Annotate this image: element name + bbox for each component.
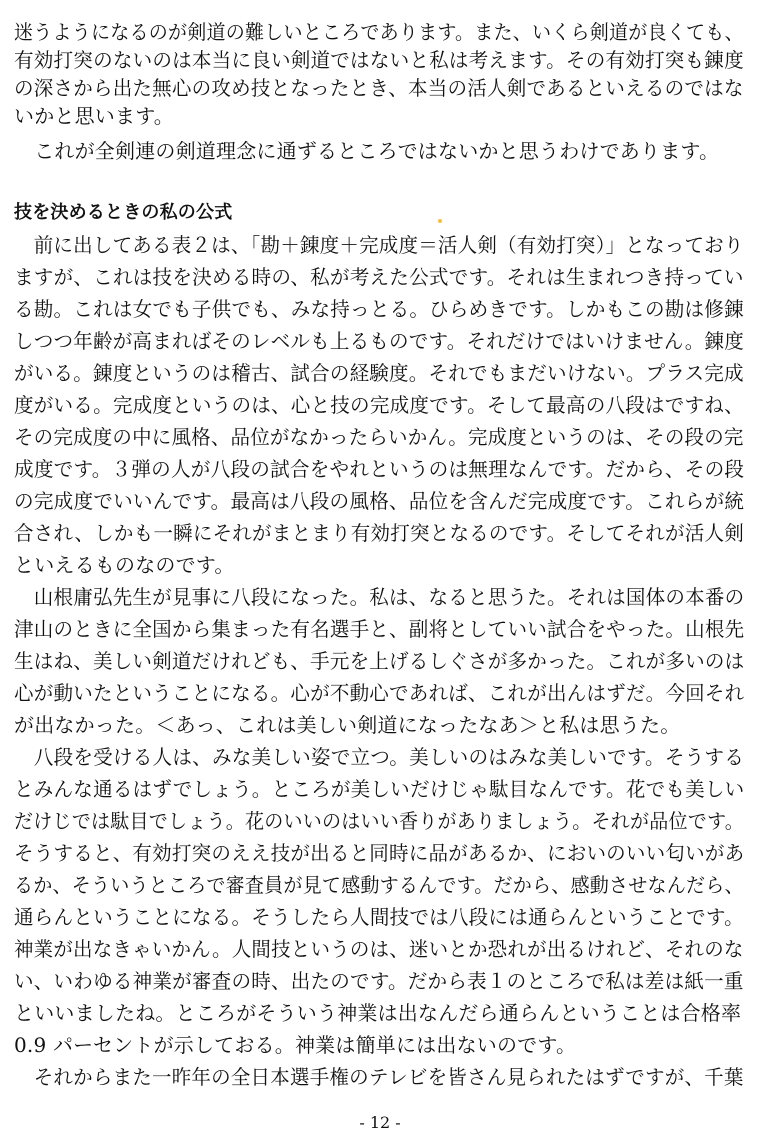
text-line: そうすると、有効打突のええ技が出ると同時に品があるか、においのいい匂いがあ bbox=[14, 841, 745, 865]
text-line: といえるものなのです。 bbox=[14, 553, 235, 577]
text-line: それからまた一昨年の全日本選手権のテレビを皆さん見られたはずですが、千葉 bbox=[14, 1065, 744, 1089]
stray-mark bbox=[438, 219, 442, 223]
text-line: 度がいる。完成度というのは、心と技の完成度です。そして最高の八段はですね、 bbox=[14, 393, 744, 417]
text-line: の完成度でいいんです。最高は八段の風格、品位を含んだ完成度です。これらが統 bbox=[14, 489, 745, 513]
text-line: 成度です。３弾の人が八段の試合をやれというのは無理なんです。だから、その段 bbox=[14, 457, 745, 481]
text-line: 0.9 パーセントが示しておる。神業は簡単には出ないのです。 bbox=[14, 1033, 577, 1057]
text-line: いかと思います。 bbox=[14, 104, 174, 128]
text-line: 通らんということになる。そうしたら人間技では八段には通らんということです。 bbox=[14, 905, 744, 929]
text-line: 山根庸弘先生が見事に八段になった。私は、なると思うた。それは国体の本番の bbox=[14, 585, 745, 609]
text-line: その完成度の中に風格、品位がなかったらいかん。完成度というのは、その段の完 bbox=[14, 425, 744, 449]
text-line: 津山のときに全国から集まった有名選手と、副将としていい試合をやった。山根先 bbox=[14, 617, 745, 641]
text-line: 生はね、美しい剣道だけれども、手元を上げるしぐさが多かった。これが多いのは bbox=[14, 649, 745, 673]
text-line: とみんな通るはずでしょう。ところが美しいだけじゃ駄目なんです。花でも美しい bbox=[14, 777, 745, 801]
section-heading: 技を決めるときの私の公式 bbox=[14, 202, 233, 223]
text-line: がいる。錬度というのは稽古、試合の経験度。それでもまだいけない。プラス完成 bbox=[14, 361, 744, 385]
text-line: 八段を受ける人は、みな美しい姿で立つ。美しいのはみな美しいです。そうする bbox=[14, 745, 745, 769]
text-line: が出なかった。＜あっ、これは美しい剣道になったなあ＞と私は思うた。 bbox=[14, 713, 681, 737]
text-line: といいましたね。ところがそういう神業は出なんだら通らんということは合格率 bbox=[14, 1001, 742, 1025]
text-line: 有効打突のないのは本当に良い剣道ではないと私は考えます。その有効打突も錬度 bbox=[14, 48, 744, 72]
text-line: しつつ年齢が高まればそのレベルも上るものです。それだけではいけません。錬度 bbox=[14, 329, 744, 353]
text-line: だけじでは駄目でしょう。花のいいのはいい香りがありましょう。それが品位です。 bbox=[14, 809, 744, 833]
text-line: 合され、しかも一瞬にそれがまとまり有効打突となるのです。そしてそれが活人剣 bbox=[14, 521, 744, 545]
text-line: ますが、これは技を決める時の、私が考えた公式です。それは生まれつき持ってい bbox=[14, 265, 744, 289]
text-line: い、いわゆる神業が審査の時、出たのです。だから表１のところで私は差は紙一重 bbox=[14, 969, 744, 993]
text-line: る勘。これは女でも子供でも、みな持っとる。ひらめきです。しかもこの勘は修錬 bbox=[14, 297, 744, 321]
text-line: 神業が出なきゃいかん。人間技というのは、迷いとか恐れが出るけれど、それのな bbox=[14, 937, 744, 961]
text-line: るか、そういうところで審査員が見て感動するんです。だから、感動させなんだら、 bbox=[14, 873, 744, 897]
text-line: これが全剣連の剣道理念に通ずるところではないかと思うわけであります。 bbox=[14, 139, 720, 163]
text-line: 前に出してある表２は、「勘＋錬度＋完成度＝活人剣（有効打突）」となっており bbox=[14, 233, 744, 257]
text-line: 心が動いたということになる。心が不動心であれば、これが出んはずだ。今回それ bbox=[14, 681, 745, 705]
page-number: - 12 - bbox=[359, 1113, 401, 1132]
text-line: の深さから出た無心の攻め技となったとき、本当の活人剣であるといえるのではな bbox=[14, 76, 744, 100]
text-line: 迷うようになるのが剣道の難しいところであります。また、いくら剣道が良くても、 bbox=[14, 20, 744, 44]
